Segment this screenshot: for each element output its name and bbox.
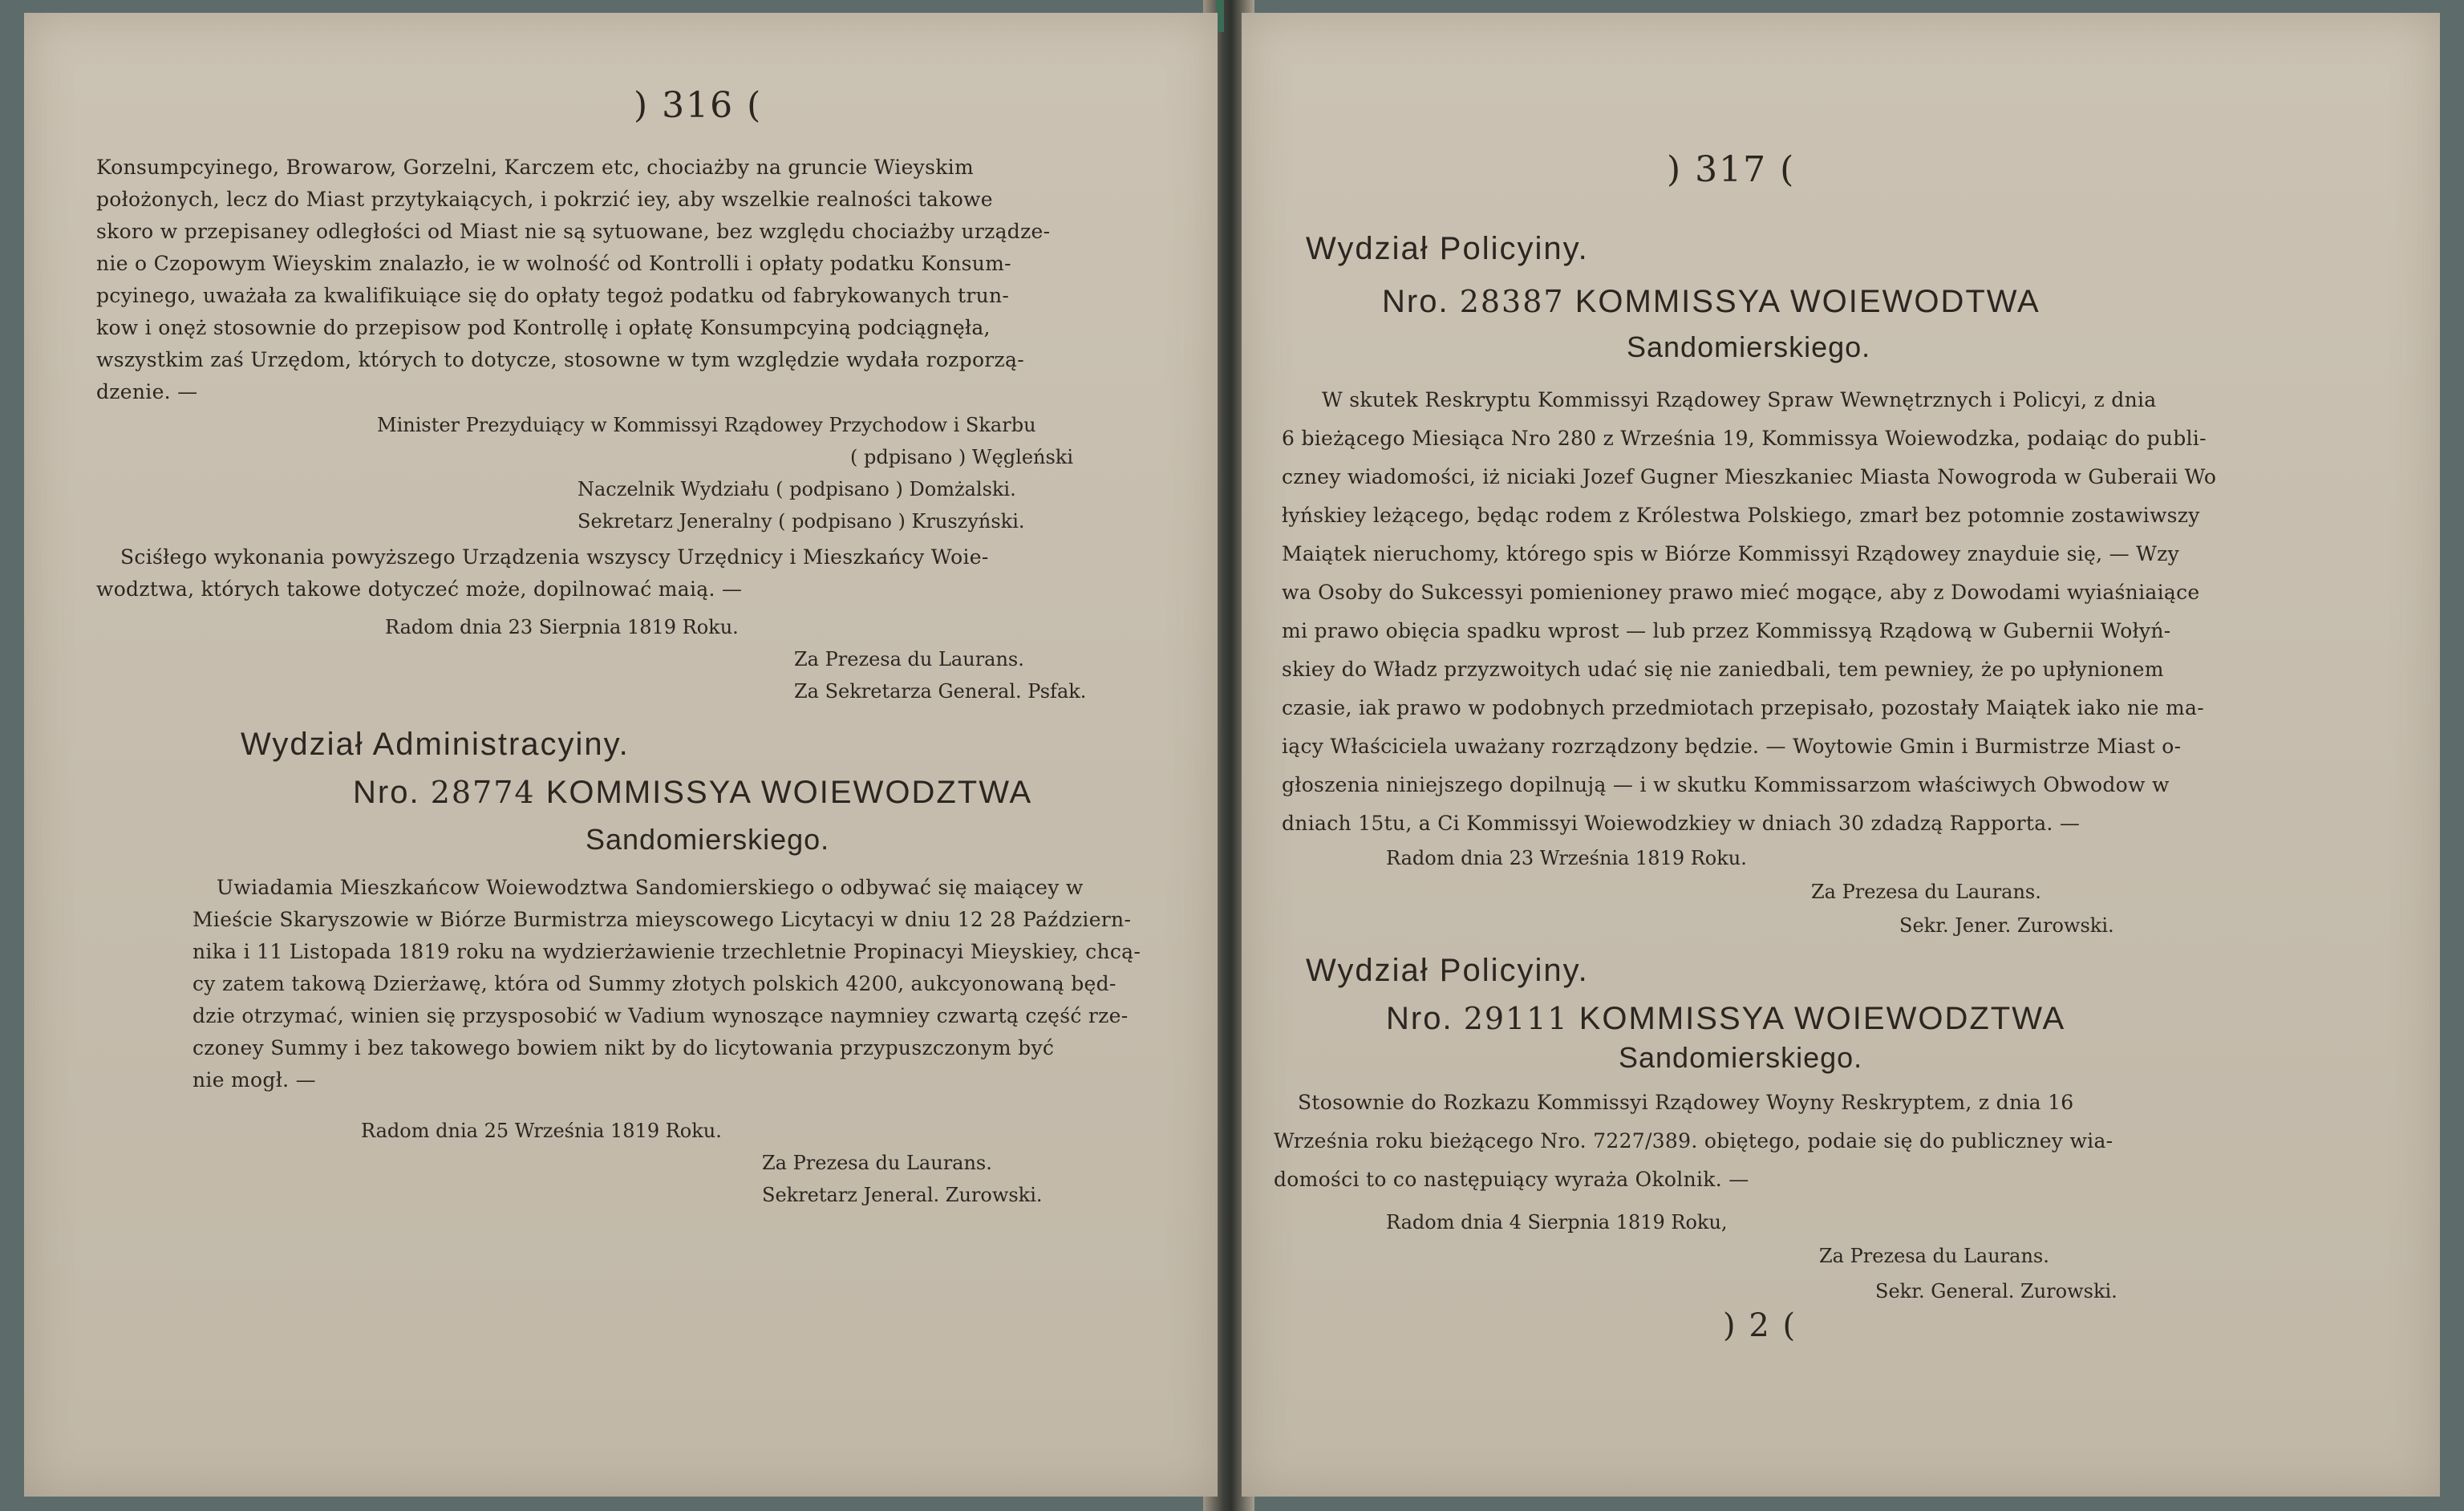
signature-line: Sekr. Jener. Zurowski. [1899, 914, 2114, 937]
text-line: nie mogł. — [192, 1068, 316, 1092]
text-line: domości to co następuiący wyraża Okolnik. — [1274, 1168, 1749, 1191]
order-number-heading [1386, 1001, 2065, 1037]
page-number: ) 316 ( [634, 85, 763, 126]
commission-name: KOMMISSYA WOIEWODTWA [1574, 284, 2040, 319]
signature-line: Za Prezesa du Laurans. [1811, 881, 2041, 903]
signature-line: Sekretarz Jeneral. Zurowski. [762, 1184, 1043, 1206]
text-line: Stosownie do Rozkazu Kommissyi Rządowey Woyny Reskryptem, z dnia 16 [1298, 1091, 2074, 1114]
signature-line: Za Prezesa du Laurans. [794, 648, 1024, 670]
text-line: cy zatem takową Dzierżawę, która od Summy złotych polskich 4200, aukcyonowaną będ- [192, 972, 1116, 995]
text-line: czoney Summy i bez takowego bowiem nikt by do licytowania przypuszczonym być [192, 1036, 1055, 1059]
text-line: Września roku bieżącego Nro. 7227/389. obiętego, podaie się do publiczney wia- [1274, 1129, 2113, 1152]
left-page [24, 13, 1218, 1497]
text-line: łyńskiey leżącego, będąc rodem z Królestwa Polskiego, zmarł bez potomnie zostawiwszy [1282, 504, 2200, 527]
signature-mark: ) 2 ( [1723, 1307, 1797, 1344]
text-line: 6 bieżącego Miesiąca Nro 280 z Września 19, Kommissya Woiewodzka, podaiąc do publi- [1282, 427, 2207, 450]
signature-line: Sekr. General. Zurowski. [1875, 1280, 2118, 1302]
text-line: Maiątek nieruchomy, którego spis w Biórze Kommissyi Rządowey znayduie się, — Wzy [1282, 542, 2180, 565]
text-line: czasie, iak prawo w podobnych przedmiotach przepisało, pozostały Maiątek iako nie ma- [1282, 696, 2204, 719]
signature-line: Naczelnik Wydziału ( podpisano ) Domżalski. [578, 478, 1016, 500]
text-line: dzenie. — [96, 380, 198, 403]
text-line: czney wiadomości, iż niciaki Jozef Gugner Mieszkaniec Miasta Nowogroda w Guberaii Wo [1282, 465, 2217, 488]
date-line: Radom dnia 23 Września 1819 Roku. [1386, 847, 1747, 869]
text-line: iący Właściciela uważany rozrządzony będzie. — Woytowie Gmin i Burmistrze Miast o- [1282, 735, 2182, 758]
text-line: wszystkim zaś Urzędom, których to dotycze, stosowne w tym względzie wydała rozporzą- [96, 348, 1024, 371]
text-line: wa Osoby do Sukcessyi pomienioney prawo mieć mogące, aby z Dowodami wyiaśniaiące [1282, 581, 2200, 604]
signature-line: Sekretarz Jeneralny ( podpisano ) Kruszyński. [578, 510, 1025, 533]
signature-line: Za Prezesa du Laurans. [762, 1152, 992, 1174]
commission-place: Sandomierskiego. [586, 823, 830, 856]
commission-place: Sandomierskiego. [1619, 1041, 1863, 1074]
section-title: Wydział Policyiny. [1306, 231, 1589, 266]
nro-label: Nro. [1386, 1001, 1453, 1036]
commission-name: KOMMISSYA WOIEWODZTWA [1578, 1001, 2066, 1036]
text-line: skiey do Władz przyzwoitych udać się nie zaniedbali, tem pewniey, że po upłynionem [1282, 658, 2164, 681]
commission-place: Sandomierskiego. [1627, 330, 1871, 363]
text-line: kow i onęż stosownie do przepisow pod Kontrollę i opłatę Konsumpcyiną podciągnęła, [96, 316, 991, 339]
order-number: 29111 [1463, 1001, 1569, 1036]
text-line: wodztwa, których takowe dotyczeć może, dopilnować maią. — [96, 577, 743, 601]
signature-line: Za Sekretarza General. Psfak. [794, 680, 1087, 703]
text-line: Mieście Skaryszowie w Biórze Burmistrza mieyscowego Licytacyi w dniu 12 28 Październ- [192, 908, 1132, 931]
text-line: pcyinego, uważała za kwalifikuiące się do opłaty tegoż podatku od fabrykowanych trun- [96, 284, 1010, 307]
text-line: Uwiadamia Mieszkańcow Woiewodztwa Sandomierskiego o odbywać się maiącey w [217, 876, 1084, 899]
order-number-heading [353, 775, 1032, 811]
right-page [1242, 13, 2440, 1497]
date-line: Radom dnia 25 Września 1819 Roku. [361, 1120, 722, 1142]
text-line: mi prawo obięcia spadku wprost — lub przez Kommissyą Rządową w Gubernii Wołyń- [1282, 619, 2171, 642]
text-line: dzie otrzymać, winien się przysposobić w Vadium wynoszące naymniey czwartą część rze- [192, 1004, 1129, 1027]
text-line: W skutek Reskryptu Kommissyi Rządowey Spraw Wewnętrznych i Policyi, z dnia [1322, 388, 2157, 411]
section-title: Wydział Policyiny. [1306, 953, 1589, 988]
order-number: 28774 [430, 775, 536, 810]
section-title: Wydział Administracyiny. [241, 727, 630, 762]
text-line: nika i 11 Listopada 1819 roku na wydzierżawienie trzechletnie Propinacyi Mieyskiey, chcą- [192, 940, 1141, 963]
order-number-heading [1382, 284, 2040, 320]
date-line: Radom dnia 23 Sierpnia 1819 Roku. [385, 616, 739, 638]
signature-line: Za Prezesa du Laurans. [1819, 1245, 2049, 1267]
page-number: ) 317 ( [1667, 149, 1796, 190]
signature-line: ( pdpisano ) Węgleński [850, 446, 1074, 468]
nro-label: Nro. [1382, 284, 1449, 319]
text-line: nie o Czopowym Wieyskim znalazło, ie w wolność od Kontrolli i opłaty podatku Konsum- [96, 252, 1011, 275]
text-line: głoszenia niniejszego dopilnują — i w skutku Kommissarzom właściwych Obwodow w [1282, 773, 2170, 796]
text-line: dniach 15tu, a Ci Kommissyi Woiewodzkiey w dniach 30 zdadzą Rapporta. — [1282, 812, 2081, 835]
text-line: Konsumpcyinego, Browarow, Gorzelni, Karczem etc, chociażby na gruncie Wieyskim [96, 156, 974, 179]
text-line: Sciśłego wykonania powyższego Urządzenia wszyscy Urzędnicy i Mieszkańcy Woie- [120, 545, 989, 569]
signature-line: Minister Prezyduiący w Kommissyi Rządowey Przychodow i Skarbu [377, 414, 1036, 436]
commission-name: KOMMISSYA WOIEWODZTWA [545, 775, 1033, 810]
order-number: 28387 [1459, 284, 1565, 319]
nro-label: Nro. [353, 775, 420, 810]
text-line: skoro w przepisaney odległości od Miast nie są sytuowane, bez względu chociażby urządze- [96, 220, 1051, 243]
text-line: położonych, lecz do Miast przytykaiących, i pokrzić iey, aby wszelkie realności takowe [96, 188, 993, 211]
date-line: Radom dnia 4 Sierpnia 1819 Roku, [1386, 1211, 1728, 1234]
